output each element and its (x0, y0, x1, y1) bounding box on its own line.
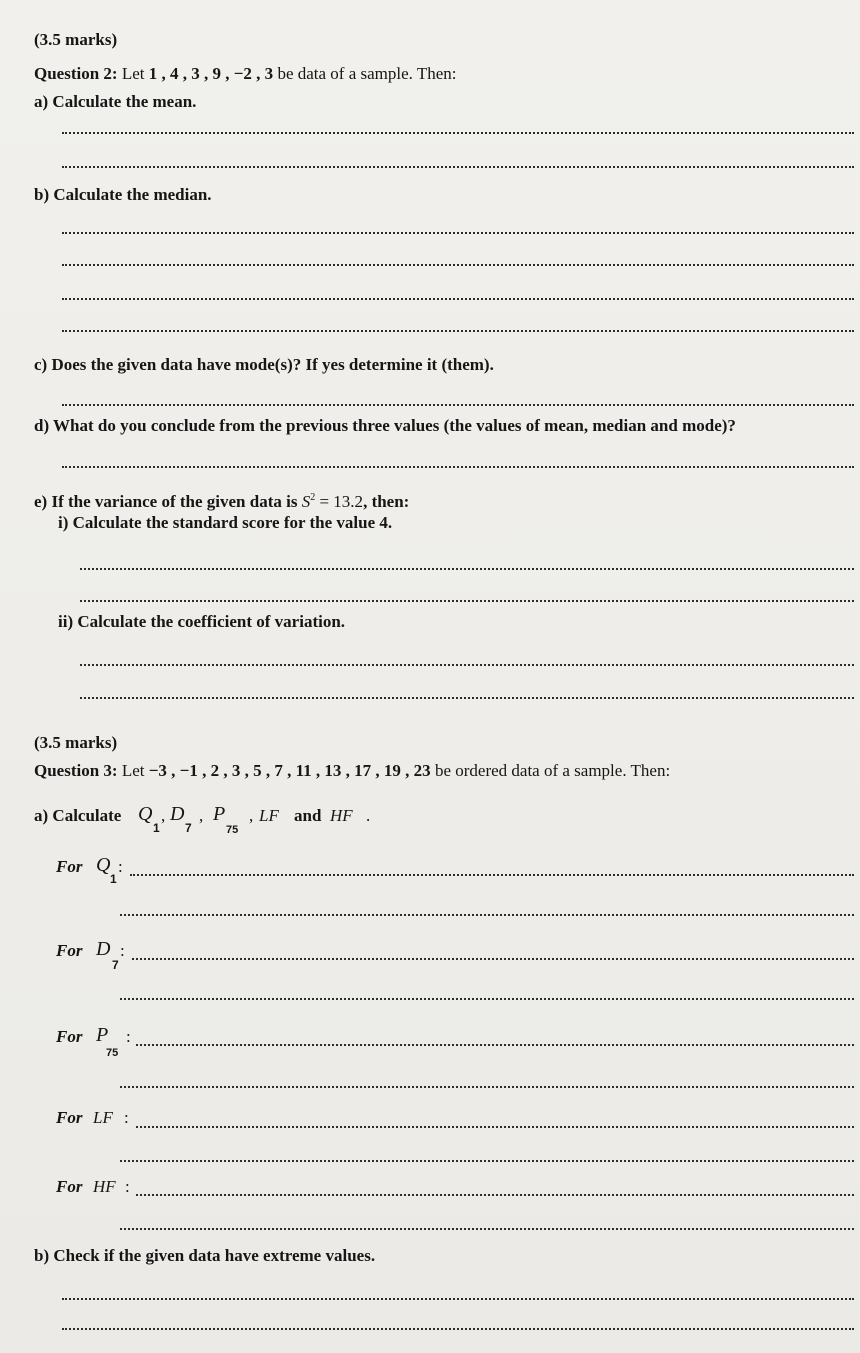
answer-line (120, 1228, 854, 1230)
q3-part-a-pre: a) Calculate (34, 806, 122, 825)
q3-part-b: b) Check if the given data have extreme values. (34, 1246, 376, 1265)
q2-let: Let (121, 64, 145, 83)
q2-part-a: a) Calculate the mean. (34, 92, 197, 111)
answer-line (80, 568, 854, 570)
q2-part-e-i-text: i) Calculate the standard score for the value (58, 513, 376, 532)
q2-title: Question 2: (34, 64, 118, 83)
q2-part-e-i (58, 513, 392, 533)
for-lf-symbol: LF (93, 1108, 113, 1127)
answer-line (62, 330, 854, 332)
q3-let: Let (121, 761, 145, 780)
answer-line (62, 466, 854, 468)
q2-heading (34, 64, 457, 84)
answer-line (62, 298, 854, 300)
q2-part-d: d) What do you conclude from the previous three values (the values of mean, median and mode)? (34, 416, 736, 435)
answer-line (62, 166, 854, 168)
for-label: For (56, 1027, 83, 1046)
answer-line (62, 1328, 854, 1330)
answer-line (62, 264, 854, 266)
exam-page: (3.5 marks) Question 2: Let 1 , 4 , 3 , 9 , −2 , 3 be data of a sample. Then: a) Calculate the mean. b) Calculate the median. c) Does the given data have mode(s)? If yes determine it (them). d) What do you conclude from the previous three values (the values of mean, median and mode)? e) If the variance of the given data is $S^2 = 13.2$, then: i) Calculate the standard score for the value 4. ii) Calculate the coefficient of variation. (3.5 marks) Question 3: Let −3 , −1 , 2 , 3 , 5 , 7 , 11 , 13 , 17 , 19 , 23 be ordered data of a sample. Then: a) Calculate Q 1 , D 7 , P 75 , LF and HF . For Q 1 : For D 7 : For P 75 : For LF : For HF : b) Check if the given data have extreme values. (0, 0, 860, 1353)
answer-line (62, 404, 854, 406)
for-q-symbol: Q (96, 854, 111, 876)
for-label: For (56, 857, 83, 876)
answer-line (136, 1126, 854, 1128)
answer-line (62, 132, 854, 134)
answer-line (80, 664, 854, 666)
for-q-sub: 1 (110, 872, 117, 886)
q2-part-e-i-value: 4. (379, 513, 393, 532)
variance-value: = 13.2 (319, 492, 364, 511)
for-p-sub: 75 (106, 1047, 119, 1059)
q3-intro-tail: be ordered data of a sample. Then: (434, 761, 671, 780)
answer-line (120, 1086, 854, 1088)
answer-line (80, 697, 854, 699)
q3-title: Question 3: (34, 761, 118, 780)
for-d-symbol: D (96, 938, 111, 960)
q2-marks: (3.5 marks) (34, 30, 118, 49)
for-hf-symbol: HF (93, 1177, 116, 1196)
q2-part-b: b) Calculate the median. (34, 185, 212, 204)
answer-line (62, 232, 854, 234)
answer-line (80, 600, 854, 602)
q3-part-a (34, 806, 121, 826)
symbol-q-sub: 1 (153, 821, 160, 835)
q2-part-c: c) Does the given data have mode(s)? If yes determine it (them). (34, 355, 494, 374)
answer-line (120, 914, 854, 916)
answer-line (130, 874, 854, 876)
for-label: For (56, 941, 83, 960)
variance-exponent: 2 (310, 492, 316, 503)
q2-part-e-ii: ii) Calculate the coefficient of variation. (58, 612, 346, 631)
symbol-p-sub: 75 (226, 824, 239, 836)
q3-marks: (3.5 marks) (34, 733, 118, 752)
q3-heading (34, 761, 670, 781)
q2-part-e-pre: e) If the variance of the given data is (34, 492, 298, 511)
q3-data-values: −3 , −1 , 2 , 3 , 5 , 7 , 11 , 13 , 17 , 19 , 23 (148, 761, 431, 780)
symbol-lf: LF (259, 806, 279, 825)
symbol-q: Q (138, 803, 153, 825)
for-label: For (56, 1108, 83, 1127)
q2-data-values: 1 , 4 , 3 , 9 , −2 , 3 (148, 64, 274, 83)
and-word: and (294, 806, 322, 825)
variance-symbol: S (301, 492, 311, 511)
for-d-sub: 7 (112, 958, 119, 972)
answer-line (136, 1194, 854, 1196)
q2-part-e (34, 488, 409, 512)
for-p-symbol: P (96, 1024, 109, 1046)
answer-line (132, 958, 854, 960)
symbol-hf: HF (330, 806, 353, 825)
answer-line (136, 1044, 854, 1046)
answer-line (62, 1298, 854, 1300)
symbol-d-sub: 7 (185, 821, 192, 835)
answer-line (120, 998, 854, 1000)
q2-intro-tail: be data of a sample. Then: (277, 64, 457, 83)
for-label: For (56, 1177, 83, 1196)
answer-line (120, 1160, 854, 1162)
q2-part-e-post: , then: (363, 492, 410, 511)
symbol-p: P (213, 803, 226, 825)
symbol-d: D (170, 803, 185, 825)
